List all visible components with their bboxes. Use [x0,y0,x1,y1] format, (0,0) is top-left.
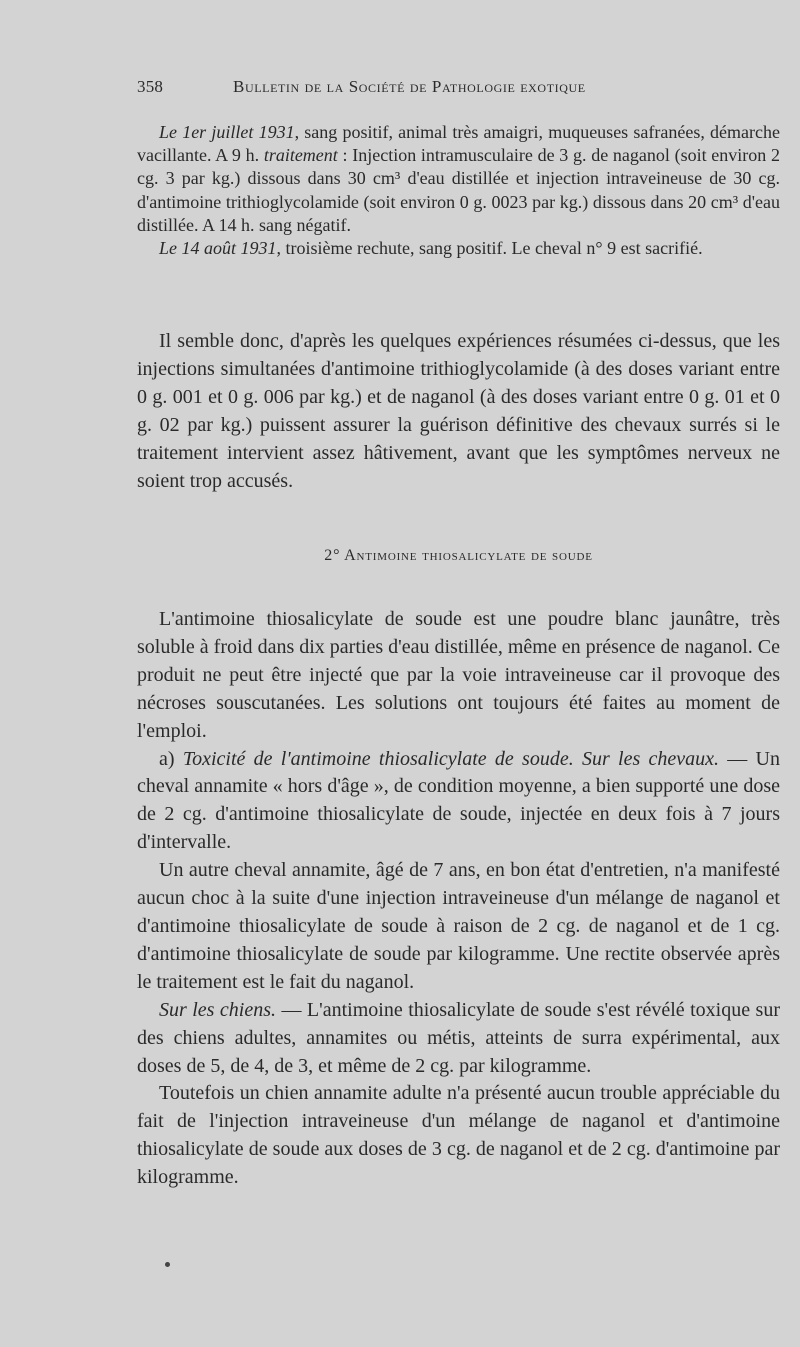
intro-paragraph: L'antimoine thiosalicylate de soude est une poudre blanc jaunâtre, très soluble à froid dans dix parties d'eau distillée, même en présence de naganol. Ce produit ne peut être injecté que par la voie intraveineuse car il provoque des nécroses souscutanées. Les solutions ont toujours été faites au moment de l'emploi. [137,608,780,742]
dog2-paragraph: Toutefois un chien annamite adulte n'a présenté aucun trouble appréciable du fait de l'injection intraveineuse d'un mélange de naganol et d'antimoine thiosalicylate de soude aux doses de 3 cg. de naganol et de 2 cg. d'antimoine par kilogramme. [137,1082,780,1189]
dogs-text: — L'antimoine thiosalicylate de soude s'est révélé toxique sur des chiens adultes, annamites ou métis, atteints de surra expérimental, aux doses de 5, de 4, de 3, et même de 2 cg. par kilogramme. [137,998,780,1077]
dogs-paragraph [137,997,780,1081]
note-july [137,121,780,237]
note-text: , sang positif, animal très amaigri, muqueuses safranées, démarche vacillante. A 9 h. [137,122,780,166]
toxicity-title: Toxicité de l'antimoine thiosalicylate de soude. Sur les chevaux. [182,747,720,770]
page-number: 358 [137,77,164,96]
note-august [137,237,780,260]
note-text: , troisième rechute, sang positif. Le cheval n° 9 est sacrifié. [276,238,703,259]
conclusion-block [137,328,780,495]
section-heading: 2° Antimoine thiosalicylate de soude [324,547,593,564]
toxicity-text: — Un cheval annamite « hors d'âge », de condition moyenne, a bien supporté une dose de 2 cg. d'antimoine thiosalicylate de soude, injectée en deux fois à 7 jours d'intervalle. [137,747,780,854]
notes-block [137,121,780,260]
note-text-cont: : Injection intramusculaire de 3 g. de naganol (soit environ 2 cg. 3 par kg.) dissous dans 30 cm³ d'eau distillée et injection intraveineuse de 30 cg. d'antimoine trithioglycolamide (soit environ 0 g. 0023 par kg.) dissous dans 20 cm³ d'eau distillée. A 14 h. sang négatif. [137,145,780,235]
note-date: Le 1er juillet 1931 [159,122,295,142]
conclusion-paragraph: Il semble donc, d'après les quelques expériences résumées ci-dessus, que les injections simultanées d'antimoine trithioglycolamide (à des doses variant entre 0 g. 001 et 0 g. 006 par kg.) et de naganol (à des doses variant entre 0 g. 01 et 0 g. 02 par kg.) puissent assurer la guérison définitive des chevaux surrés si le traitement intervient assez hâtivement, avant que les symptômes nerveux ne soient trop accusés. [137,330,780,492]
dogs-title: Sur les chiens. [159,998,277,1021]
ink-spot [165,1262,170,1267]
running-title: Bulletin de la Société de Pathologie exotique [233,77,586,96]
section-body [137,606,780,1192]
toxicity-prefix: a) [159,747,183,770]
horse2-paragraph: Un autre cheval annamite, âgé de 7 ans, en bon état d'entretien, n'a manifesté aucun choc à la suite d'une injection intraveineuse d'un mélange de naganol et d'antimoine thiosalicylate de soude à raison de 2 cg. de naganol et de 1 cg. d'antimoine thiosalicylate de soude par kilogramme. Une rectite observée après le traitement est le fait du naganol. [137,859,780,993]
toxicity-paragraph [137,746,780,858]
note-label: traitement [263,145,338,166]
note-date: Le 14 août 1931 [159,238,277,259]
